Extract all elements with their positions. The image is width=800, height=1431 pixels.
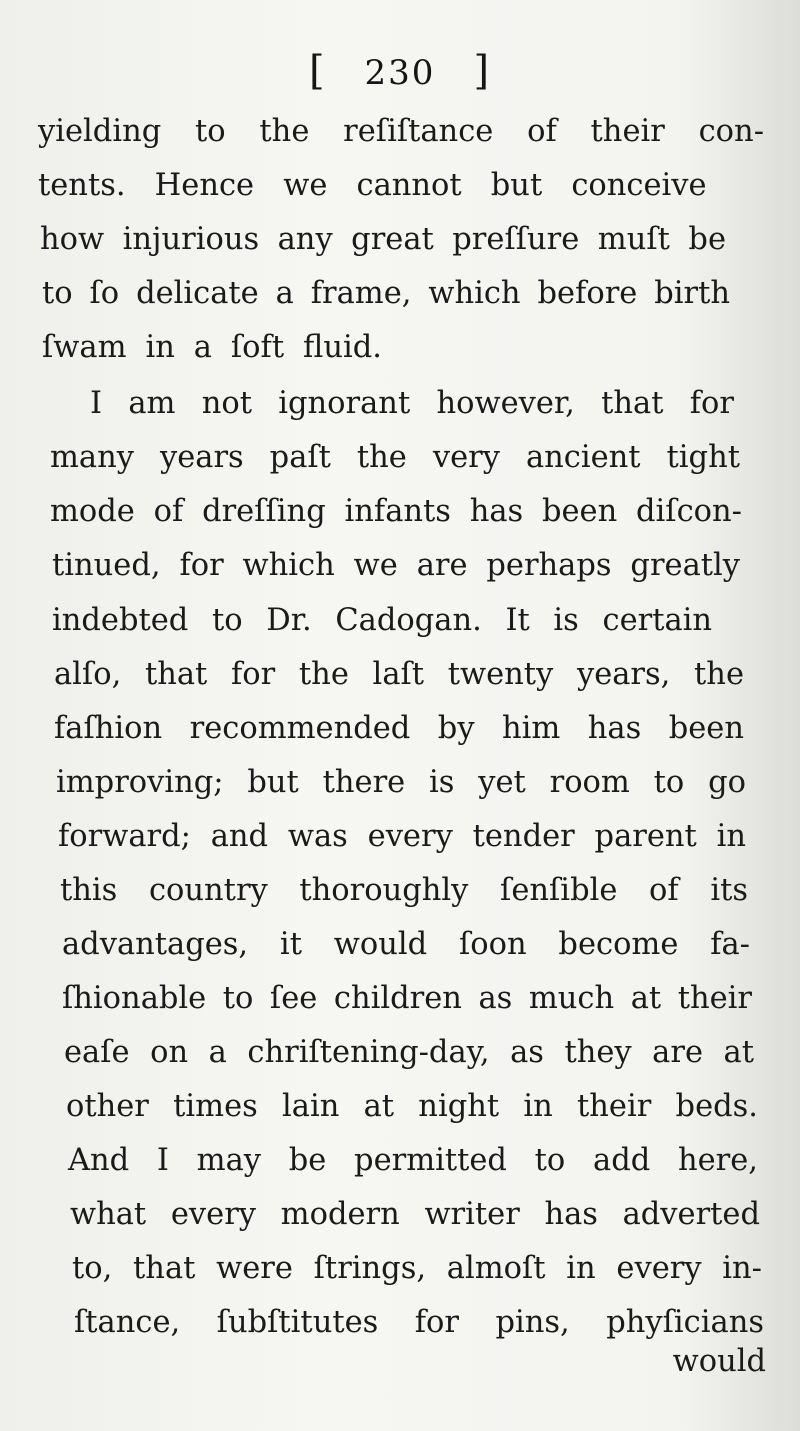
text-line — [0, 925, 800, 965]
line-text: advantages, it would ſoon become fa- — [62, 927, 750, 962]
line-text: to, that were ſtrings, almoſt in every in- — [72, 1251, 762, 1286]
line-text: to ſo delicate a frame, which before birth — [42, 276, 730, 311]
line-text: how injurious any great preſſure muſt be — [40, 222, 726, 257]
line-text: what every modern writer has adverted — [70, 1197, 760, 1232]
bracket-close: ] — [473, 48, 492, 94]
line-text: I am not ignorant however, that for — [90, 386, 734, 421]
text-line — [0, 1195, 800, 1235]
text-line — [0, 601, 800, 641]
line-text: And I may be permitted to add here, — [68, 1143, 758, 1178]
text-line — [0, 871, 800, 911]
text-line — [0, 655, 800, 695]
text-line — [0, 438, 800, 478]
text-line — [0, 166, 800, 206]
line-text: mode of dreſſing infants has been diſcon- — [50, 494, 742, 529]
line-text: forward; and was every tender parent in — [58, 819, 746, 854]
line-text: tents. Hence we cannot but conceive — [38, 168, 707, 203]
text-line — [0, 1141, 800, 1181]
text-line — [0, 546, 800, 586]
catchword: would — [672, 1344, 766, 1379]
line-text: other times lain at night in their beds. — [66, 1089, 758, 1124]
line-text: ſtance, ſubſtitutes for pins, phyſicians — [74, 1305, 764, 1340]
line-text: many years paſt the very ancient tight — [50, 440, 740, 475]
text-line — [0, 274, 800, 314]
line-text: indebted to Dr. Cadogan. It is certain — [52, 603, 713, 638]
line-text: yielding to the reſiſtance of their con- — [38, 114, 764, 149]
line-text: tinued, for which we are perhaps greatly — [52, 548, 740, 583]
line-text: improving; but there is yet room to go — [56, 765, 746, 800]
text-line — [0, 492, 800, 532]
text-line — [0, 112, 800, 152]
line-text: ſwam in a ſoft fluid. — [42, 330, 382, 365]
text-line — [0, 979, 800, 1019]
line-text: eaſe on a chriſtening-day, as they are at — [64, 1035, 754, 1070]
text-line — [0, 220, 800, 260]
text-line — [0, 709, 800, 749]
text-line — [0, 1249, 800, 1289]
text-line — [0, 1033, 800, 1073]
line-text: ſhionable to ſee children as much at their — [62, 981, 752, 1016]
line-text: faſhion recommended by him has been — [54, 711, 744, 746]
running-head — [0, 48, 800, 94]
text-line — [0, 384, 800, 424]
text-line — [0, 763, 800, 803]
line-text: this country thoroughly ſenſible of its — [60, 873, 748, 908]
text-line — [0, 328, 800, 368]
text-line — [0, 1303, 800, 1343]
bracket-open: [ — [308, 48, 327, 94]
page-number: 230 — [364, 53, 436, 93]
text-line — [0, 1087, 800, 1127]
text-line — [0, 817, 800, 857]
line-text: alſo, that for the laſt twenty years, the — [54, 657, 744, 692]
